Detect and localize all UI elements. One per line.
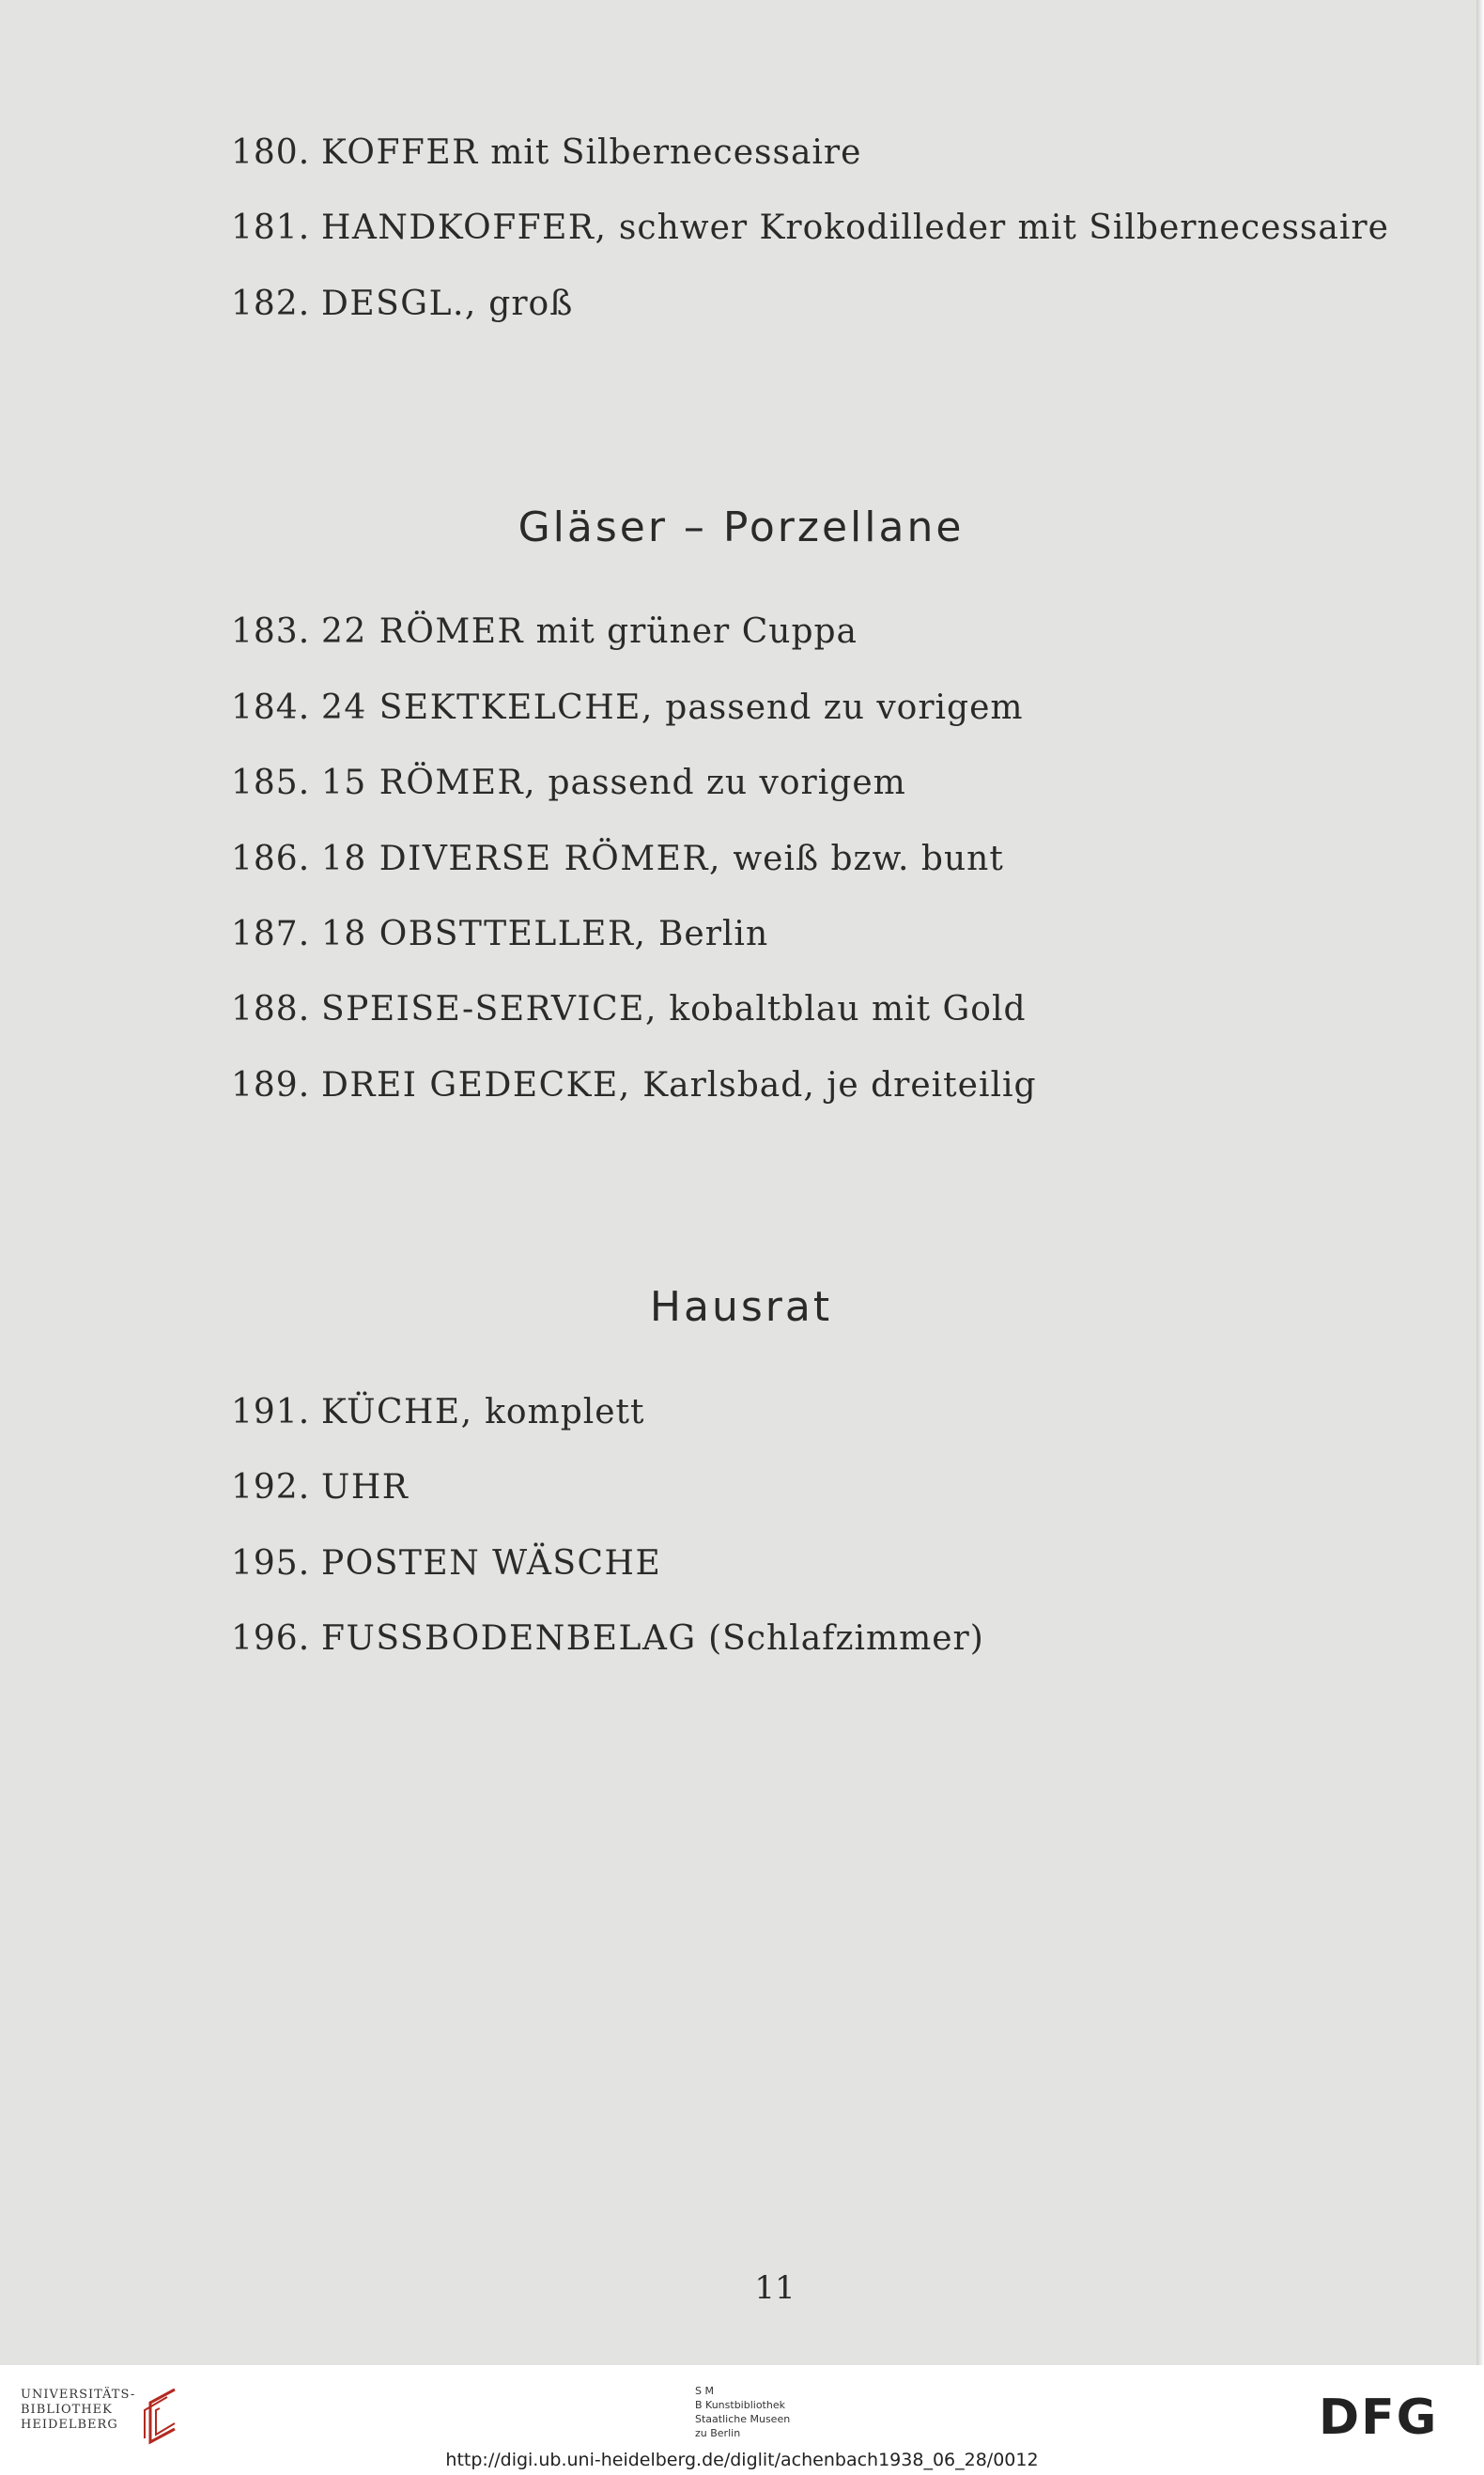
museum-credit-line: B Kunstbibliothek [695,2399,785,2411]
item-name: 18 OBSTTELLER, [321,915,647,953]
list-item [231,285,573,323]
list-item [231,840,1004,878]
library-name-line: HEIDELBERG [21,2418,118,2432]
item-description: groß [476,285,574,323]
item-description: mit Silbernecessaire [478,133,862,172]
library-name-line: BIBLIOTHEK [21,2403,113,2417]
item-number: 188. [231,990,311,1029]
list-item [231,1544,661,1583]
museum-credit [695,2384,790,2440]
list-item [231,764,906,802]
item-number: 189. [231,1066,311,1105]
item-name: 24 SEKTKELCHE, [321,688,654,727]
item-name: KÜCHE, [321,1393,473,1431]
list-item [231,133,861,172]
item-name: DREI GEDECKE, [321,1066,631,1105]
item-name: DESGL., [321,285,477,323]
item-description: Karlsbad, je dreiteilig [630,1066,1037,1105]
item-number: 180. [231,133,311,172]
item-description: Berlin [646,915,769,953]
list-item [231,1393,645,1431]
item-name: 18 DIVERSE RÖMER, [321,840,721,878]
item-description: mit grüner Cuppa [524,612,858,651]
item-name: UHR [321,1468,410,1507]
museum-credit-line: zu Berlin [695,2427,741,2439]
item-description: (Schlafzimmer) [696,1619,984,1658]
page-edge [1476,0,1484,2365]
dfg-logo[interactable]: DFG [1319,2390,1439,2446]
list-item [231,915,768,953]
item-name: KOFFER [321,133,479,172]
permalink-url[interactable]: http://digi.ub.uni-heidelberg.de/diglit/achenbach1938_06_28/0012 [445,2450,1039,2470]
item-number: 196. [231,1619,311,1658]
section-heading-hausrat: Hausrat [649,1283,833,1331]
library-name-line: UNIVERSITÄTS- [21,2388,136,2402]
list-item [231,990,1027,1029]
item-description: passend zu vorigem [653,688,1024,727]
item-number: 191. [231,1393,311,1431]
item-description: schwer Krokodilleder mit Silbernecessaire [607,209,1389,247]
museum-credit-line: S M [695,2385,714,2397]
item-number: 186. [231,840,311,878]
item-name: SPEISE-SERVICE, [321,990,657,1029]
item-name: HANDKOFFER, [321,209,608,247]
list-item [231,209,1389,247]
list-item [231,688,1024,727]
item-number: 195. [231,1544,311,1583]
item-number: 185. [231,764,311,802]
item-number: 184. [231,688,311,727]
item-name: POSTEN WÄSCHE [321,1544,662,1583]
list-item [231,1468,409,1507]
library-logo-icon[interactable] [137,2386,177,2446]
item-number: 183. [231,612,311,651]
museum-credit-line: Staatliche Museen [695,2413,791,2425]
page-number: 11 [754,2269,796,2307]
item-name: FUSSBODENBELAG [321,1619,697,1658]
list-item [231,1619,984,1658]
library-name[interactable] [21,2388,135,2433]
item-name: 15 RÖMER, [321,764,537,802]
item-description: passend zu vorigem [536,764,906,802]
item-number: 182. [231,285,311,323]
item-number: 192. [231,1468,311,1507]
item-number: 181. [231,209,311,247]
section-heading-glaeser: Gläser – Porzellane [518,503,965,551]
item-description: weiß bzw. bunt [720,840,1004,878]
item-description: kobaltblau mit Gold [657,990,1027,1029]
item-name: 22 RÖMER [321,612,525,651]
item-number: 187. [231,915,311,953]
list-item [231,612,858,651]
list-item [231,1066,1037,1105]
item-description: komplett [472,1393,645,1431]
